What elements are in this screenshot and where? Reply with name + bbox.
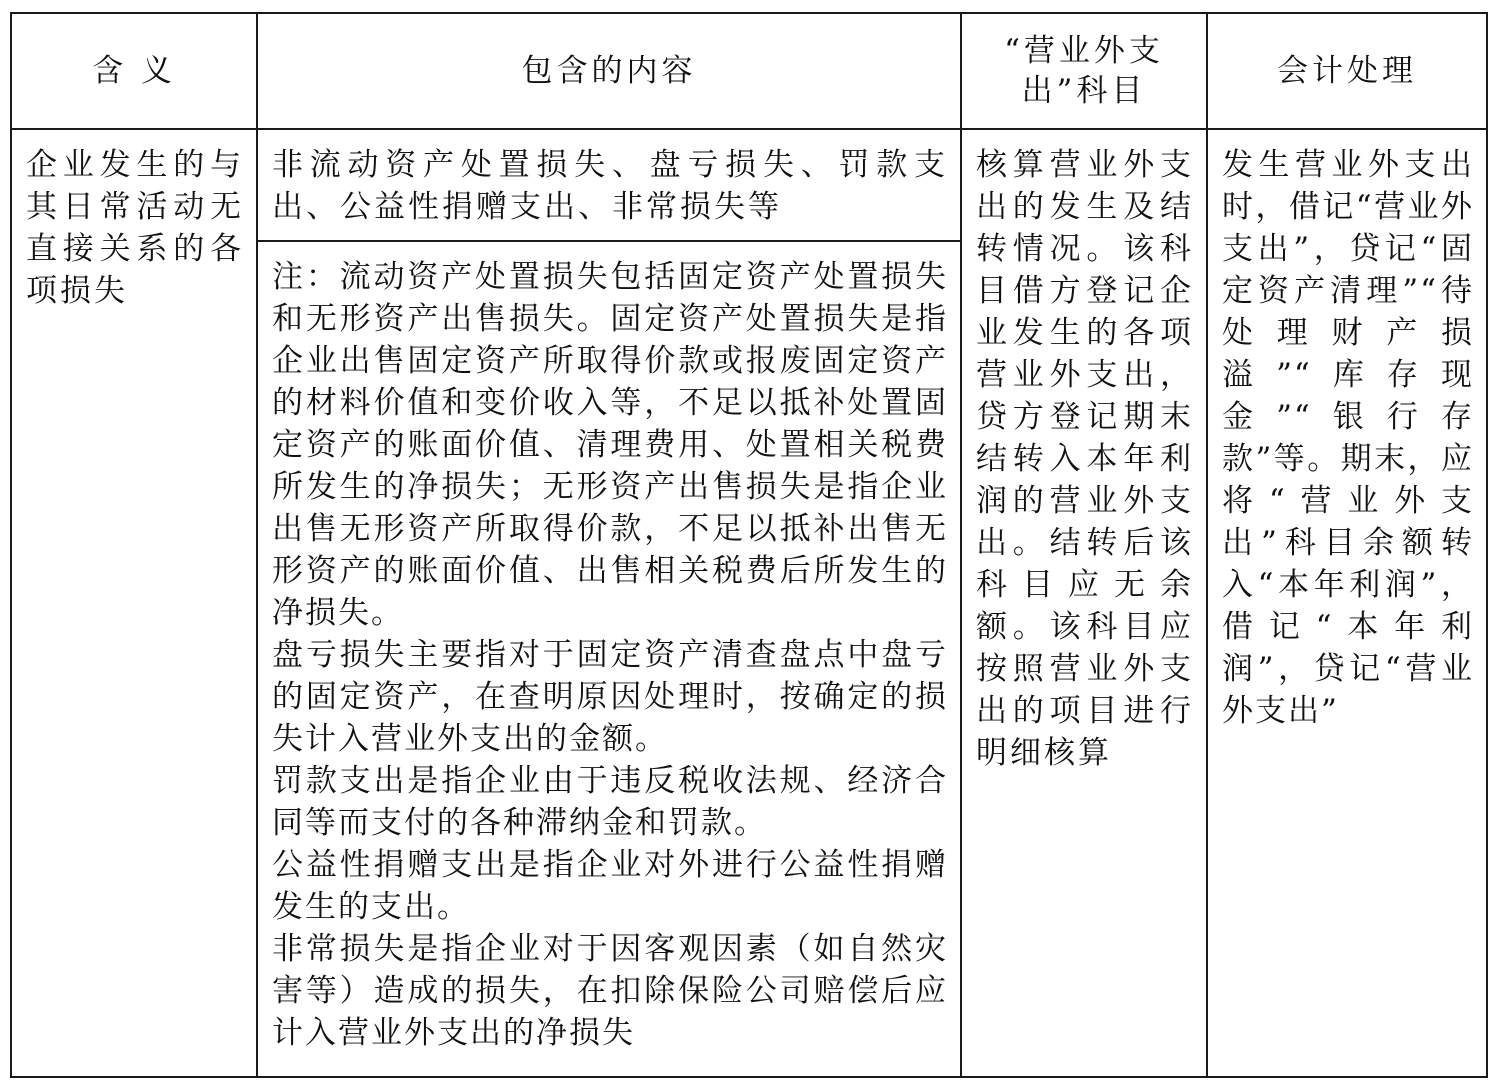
table-row [11, 129, 1487, 241]
note-paragraph: 注：流动资产处置损失包括固定资产处置损失和无形资产出售损失。固定资产处置损失是指企业出售固定资产所取得价款或报废固定资产的材料价值和变价收入等，不足以抵补处置固定资产的账面价值、清理费用、处置相关税费所发生的净损失；无形资产出售损失是指企业出售无形资产所取得价款，不足以抵补出售无形资产的账面价值、出售相关税费后所发生的净损失。 [272, 259, 948, 631]
content-notes-cell [257, 241, 961, 1077]
note-paragraph: 罚款支出是指企业由于违反税收法规、经济合同等而支付的各种滞纳金和罚款。 [272, 763, 948, 841]
treatment-cell [1207, 129, 1487, 1077]
meaning-cell [11, 129, 257, 1077]
note-paragraph: 公益性捐赠支出是指企业对外进行公益性捐赠发生的支出。 [272, 847, 948, 925]
meaning-text: 企业发生的与其日常活动无直接关系的各项损失 [26, 147, 244, 309]
account-cell [961, 129, 1207, 1077]
content-notes [258, 242, 960, 1064]
note-paragraph: 非常损失是指企业对于因客观因素（如自然灾害等）造成的损失，在扣除保险公司赔偿后应计入营业外支出的净损失 [272, 931, 948, 1051]
note-paragraph: 盘亏损失主要指对于固定资产清查盘点中盘亏的固定资产，在查明原因处理时，按确定的损失计入营业外支出的金额。 [272, 637, 948, 757]
treatment-text: 发生营业外支出时，借记“营业外支出”，贷记“固定资产清理”“待处理财产损溢”“库存现金”“银行存款”等。期末，应将“营业外支出”科目余额转入“本年利润”，借记“本年利润”，贷记“营业外支出” [1222, 147, 1474, 729]
header-content: 包含的内容 [257, 13, 961, 129]
header-treatment: 会计处理 [1207, 13, 1487, 129]
content-top-text: 非流动资产处置损失、盘亏损失、罚款支出、公益性捐赠支出、非常损失等 [272, 147, 948, 225]
account-text: 核算营业外支出的发生及结转情况。该科目借方登记企业发生的各项营业外支出，贷方登记期末结转入本年利润的营业外支出。结转后该科目应无余额。该科目应按照营业外支出的项目进行明细核算 [976, 147, 1194, 771]
accounting-table [10, 12, 1488, 1078]
header-account: “营业外支出”科目 [961, 13, 1207, 129]
content-top-cell [257, 129, 961, 241]
header-meaning: 含 义 [11, 13, 257, 129]
table-header-row [11, 13, 1487, 129]
